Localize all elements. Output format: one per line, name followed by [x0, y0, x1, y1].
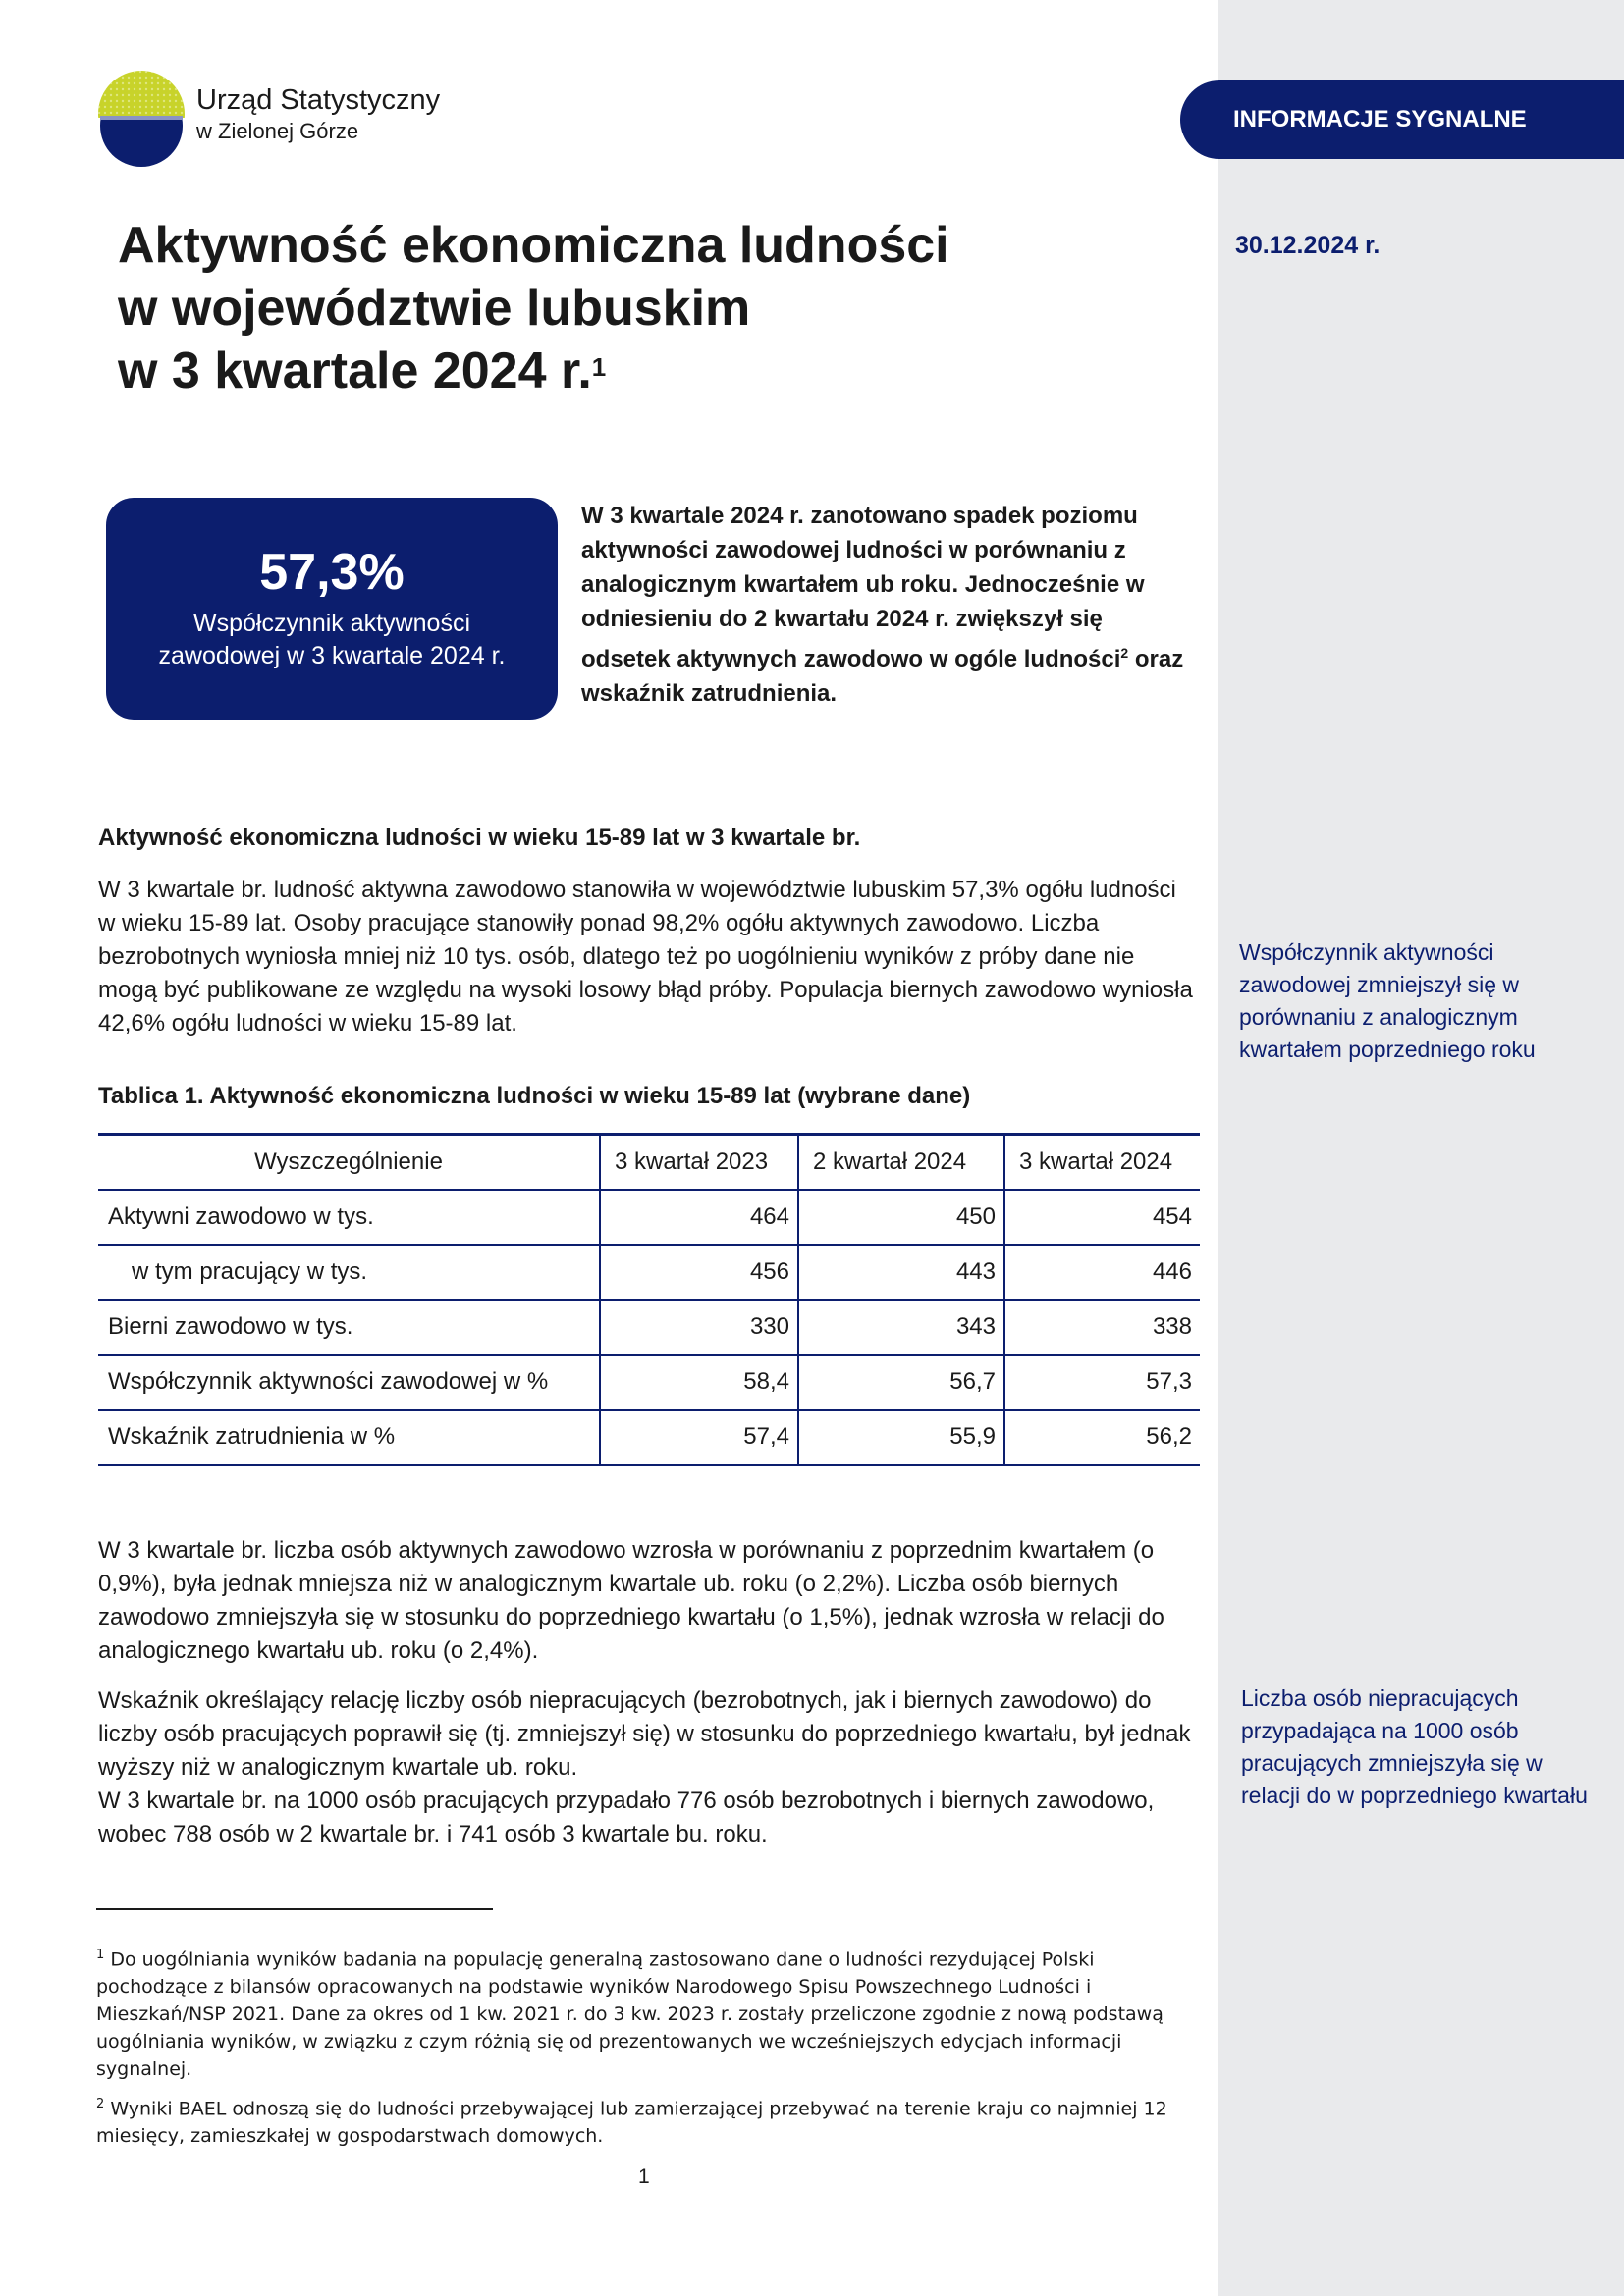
title-line-2: w województwie lubuskim [118, 280, 751, 337]
row-label: Wskaźnik zatrudnienia w % [98, 1410, 600, 1465]
row-label: Bierni zawodowo w tys. [98, 1300, 600, 1355]
table-caption: Tablica 1. Aktywność ekonomiczna ludności w wieku 15-89 lat (wybrane dane) [98, 1083, 971, 1109]
footnote-2-text: Wyniki BAEL odnoszą się do ludności przebywającej lub zamierzającej przebywać na terenie kraju co najmniej 12 miesięcy, zamieszkałej w gospodarstwach domowych. [96, 2098, 1167, 2148]
column-header: Wyszczególnienie [98, 1135, 600, 1191]
table-cell: 55,9 [798, 1410, 1004, 1465]
table-cell: 330 [600, 1300, 798, 1355]
table-row [98, 1300, 1200, 1355]
section-heading: Aktywność ekonomiczna ludności w wieku 15-89 lat w 3 kwartale br. [98, 825, 861, 851]
page-title [118, 214, 949, 402]
footnote-2 [96, 2091, 1176, 2150]
org-subtitle: w Zielonej Górze [196, 118, 359, 143]
title-line-1: Aktywność ekonomiczna ludności [118, 217, 949, 274]
table-cell: 443 [798, 1245, 1004, 1300]
kpi-label-line-1: Współczynnik aktywności [192, 610, 471, 637]
footnote-1-number: 1 [96, 1948, 105, 1962]
paragraph-1: W 3 kwartale br. ludność aktywna zawodowo stanowiła w województwie lubuskim 57,3% ogółu ludności w wieku 15-89 lat. Osoby pracujące stanowiły ponad 98,2% ogółu aktywnych zawodowo. Liczba bezrobotnych wyniosła mniej niż 10 tys. osób, dlatego też po uogólnieniu wyników z próby dane nie mogą być publikowane ze względu na wysoki losowy błąd próby. Populacja biernych zawodowo wyniosła 42,6% ogółu ludności w wieku 15-89 lat. [98, 877, 1193, 1037]
table-row [98, 1190, 1200, 1245]
kpi-box [106, 498, 558, 720]
footnote-1-text: Do uogólniania wyników badania na populację generalną zastosowano dane o ludności rezydującej Polski pochodzące z bilansów opracowanych na podstawie wyników Narodowego Spisu Powszechnego Ludności i Mieszkań/NSP 2021. Dane za okres od 1 kw. 2021 r. do 3 kw. 2023 r. zostały przeliczone zgodnie z nową podstawą uogólniania wyników, w związku z czym różnią się od prezentowanych we wcześniejszych edycjach informacji sygnalnej. [96, 1949, 1164, 2081]
side-note-2: Liczba osób niepracujących przypadająca na 1000 osób pracujących zmniejszyła się w relacji do w poprzedniego kwartału [1241, 1685, 1588, 1808]
page-number: 1 [638, 2165, 650, 2188]
column-header: 3 kwartał 2024 [1004, 1135, 1200, 1191]
publication-date: 30.12.2024 r. [1235, 232, 1380, 259]
table-cell: 343 [798, 1300, 1004, 1355]
lead-text-end: oraz wskaźnik zatrudnienia. [581, 646, 1184, 707]
table-cell: 56,2 [1004, 1410, 1200, 1465]
kpi-label [106, 608, 558, 672]
document-type-tag: INFORMACJE SYGNALNE [1180, 80, 1624, 159]
table-header-row [98, 1135, 1200, 1191]
org-name: Urząd Statystyczny [196, 83, 441, 116]
table-cell: 450 [798, 1190, 1004, 1245]
row-label: Aktywni zawodowo w tys. [98, 1190, 600, 1245]
column-header: 2 kwartał 2024 [798, 1135, 1004, 1191]
side-note-1: Współczynnik aktywności zawodowej zmniejszył się w porównaniu z analogicznym kwartałem poprzedniego roku [1239, 939, 1536, 1062]
title-footnote-ref: 1 [591, 352, 607, 382]
logo-icon [96, 69, 187, 169]
table-cell: 58,4 [600, 1355, 798, 1410]
footnote-1 [96, 1942, 1176, 2083]
table-cell: 464 [600, 1190, 798, 1245]
table-cell: 57,3 [1004, 1355, 1200, 1410]
row-label: Współczynnik aktywności zawodowej w % [98, 1355, 600, 1410]
paragraph-2: W 3 kwartale br. liczba osób aktywnych zawodowo wzrosła w porównaniu z poprzednim kwartałem (o 0,9%), była jednak mniejsza niż w analogicznym kwartale ub. roku (o 2,2%). Liczba osób biernych zawodowo zmniejszyła się w stosunku do poprzedniego kwartału (o 1,5%), jednak wzrosła w relacji do analogicznego kwartału ub. roku (o 2,4%). [98, 1537, 1164, 1664]
table-cell: 56,7 [798, 1355, 1004, 1410]
sidebar-panel [1218, 0, 1624, 2296]
footnote-2-number: 2 [96, 2097, 105, 2111]
row-label: w tym pracujący w tys. [98, 1245, 600, 1300]
lead-paragraph [581, 499, 1190, 711]
column-header: 3 kwartał 2023 [600, 1135, 798, 1191]
title-line-3: w 3 kwartale 2024 r. [118, 343, 592, 400]
paragraph-3-part-2: W 3 kwartale br. na 1000 osób pracujących przypadało 776 osób bezrobotnych i biernych zawodowo, wobec 788 osób w 2 kwartale br. i 741 osób 3 kwartale bu. roku. [98, 1788, 1155, 1847]
data-table [98, 1133, 1200, 1466]
table-cell: 57,4 [600, 1410, 798, 1465]
paragraph-3-part-1: Wskaźnik określający relację liczby osób niepracujących (bezrobotnych, jak i biernych zawodowo) do liczby osób pracujących poprawił się (tj. zmniejszył się) w stosunku do poprzedniego kwartału, był jednak wyższy niż w analogicznym kwartale ub. roku. [98, 1687, 1191, 1781]
table-row [98, 1355, 1200, 1410]
table-cell: 446 [1004, 1245, 1200, 1300]
kpi-label-line-2: zawodowej w 3 kwartale 2024 r. [158, 642, 506, 669]
table-cell: 456 [600, 1245, 798, 1300]
logo [96, 69, 440, 169]
footnote-divider [96, 1908, 493, 1910]
lead-text: W 3 kwartale 2024 r. zanotowano spadek poziomu aktywności zawodowej ludności w porównaniu z analogicznym kwartałem ub roku. Jednocześnie w odniesieniu do 2 kwartału 2024 r. zwiększył się odsetek aktywnych zawodowo w ogóle ludności [581, 503, 1145, 672]
table-cell: 338 [1004, 1300, 1200, 1355]
kpi-value: 57,3% [259, 544, 405, 601]
paragraph-3 [98, 1684, 1198, 1851]
lead-footnote-ref: 2 [1120, 645, 1129, 661]
table-row [98, 1410, 1200, 1465]
table-cell: 454 [1004, 1190, 1200, 1245]
table-row [98, 1245, 1200, 1300]
